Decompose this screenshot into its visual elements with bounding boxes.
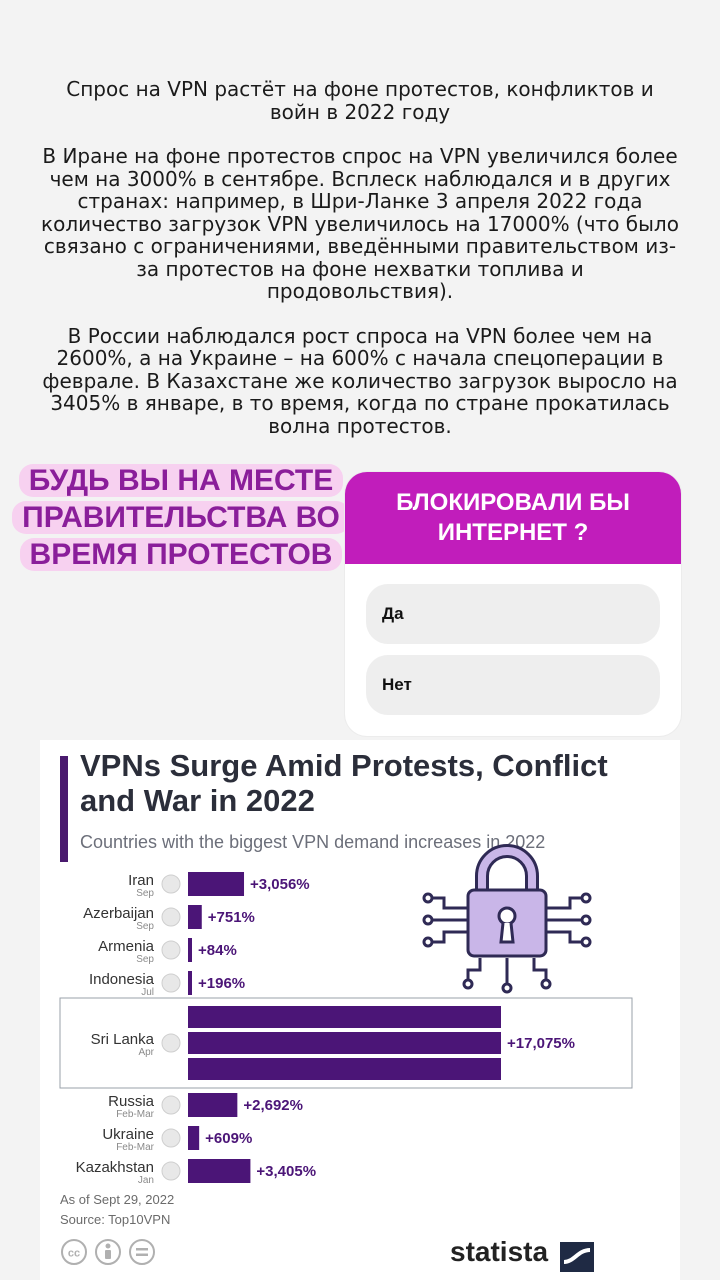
category-label: Kazakhstan [75, 1159, 154, 1176]
svg-text:cc: cc [67, 1247, 81, 1260]
period-label: Feb-Mar [116, 1109, 154, 1120]
bar-russia [188, 1093, 237, 1117]
poll-question: БЛОКИРОВАЛИ БЫ ИНТЕРНЕТ ? [345, 472, 681, 564]
flag-icon [162, 974, 180, 992]
period-label: Sep [136, 921, 154, 932]
category-label: Azerbaijan [83, 905, 154, 922]
period-label: Apr [138, 1047, 154, 1058]
flag-icon [162, 1162, 180, 1180]
chart-subtitle: Countries with the biggest VPN demand increases in 2022 [80, 832, 546, 852]
statista-logo: statista [450, 1236, 549, 1267]
category-label: Indonesia [88, 971, 154, 988]
bar-armenia [188, 938, 192, 962]
license-icons [60, 1238, 160, 1268]
flag-icon [162, 908, 180, 926]
value-label: +196% [198, 975, 246, 992]
bar-sri-lanka [188, 1058, 501, 1080]
category-label: Sri Lanka [90, 1031, 154, 1048]
value-label: +17,075% [507, 1035, 575, 1052]
value-label: +751% [207, 909, 255, 926]
period-label: Jan [137, 1175, 154, 1186]
poll-option-no[interactable]: Нет [366, 655, 660, 715]
flag-icon [162, 1096, 180, 1114]
bar-ukraine [188, 1126, 199, 1150]
value-label: +84% [198, 942, 237, 959]
intro-text [40, 78, 680, 459]
flag-icon [162, 1034, 180, 1052]
chart-title: VPNs Surge Amid Protests, Conflict and War in 2022 [80, 748, 608, 818]
intro-title: Спрос на VPN растёт на фоне протестов, конфликтов и войн в 2022 году [66, 77, 654, 124]
period-label: Feb-Mar [116, 1142, 154, 1153]
statista-logo-icon [560, 1242, 594, 1272]
flag-icon [162, 1129, 180, 1147]
period-label: Jul [141, 987, 154, 998]
chart-footnote [60, 1190, 174, 1230]
value-label: +2,692% [243, 1097, 303, 1114]
bar-sri-lanka [188, 1006, 501, 1028]
category-label: Russia [108, 1093, 154, 1110]
category-label: Ukraine [102, 1126, 154, 1143]
flag-icon [162, 875, 180, 893]
bar-iran [188, 872, 244, 896]
bar-sri-lanka [188, 1032, 501, 1054]
bar-azerbaijan [188, 905, 202, 929]
period-label: Sep [136, 888, 154, 899]
footnote-date: As of Sept 29, 2022 [60, 1192, 175, 1207]
intro-paragraph-1: В Иране на фоне протестов спрос на VPN увеличился более чем на 3000% в сентябре. Всплеск наблюдался и в других странах: например, в Шри-Ланке 3 апреля 2022 года количество загрузок VPN увеличилось на 17000% (что было связано с ограничениями, введёнными правительством из-за протестов на фоне нехватки топлива и продовольствия). [41, 144, 679, 303]
period-label: Sep [136, 954, 154, 965]
question-sticker [0, 462, 362, 573]
category-label: Armenia [98, 938, 154, 955]
question-text: БУДЬ ВЫ НА МЕСТЕ ПРАВИТЕЛЬСТВА ВО ВРЕМЯ ПРОТЕСТОВ [12, 464, 350, 571]
value-label: +609% [205, 1130, 253, 1147]
poll-widget [345, 472, 681, 736]
value-label: +3,405% [256, 1163, 317, 1180]
value-label: +3,056% [250, 876, 310, 893]
intro-paragraph-2: В России наблюдался рост спроса на VPN более чем на 2600%, а на Украине – на 600% с начала спецоперации в феврале. В Казахстане же количество загрузок выросло на 3405% в январе, в то время, когда по стране прокатилась волна протестов. [42, 323, 678, 438]
flag-icon [162, 941, 180, 959]
bar-indonesia [188, 971, 192, 995]
lock-icon [424, 851, 590, 992]
bar-kazakhstan [188, 1159, 250, 1183]
poll-option-yes[interactable]: Да [366, 584, 660, 644]
category-label: Iran [128, 872, 154, 889]
equals-icon [130, 1240, 154, 1264]
footnote-source: Source: Top10VPN [60, 1212, 171, 1227]
chart-card [40, 740, 680, 1280]
